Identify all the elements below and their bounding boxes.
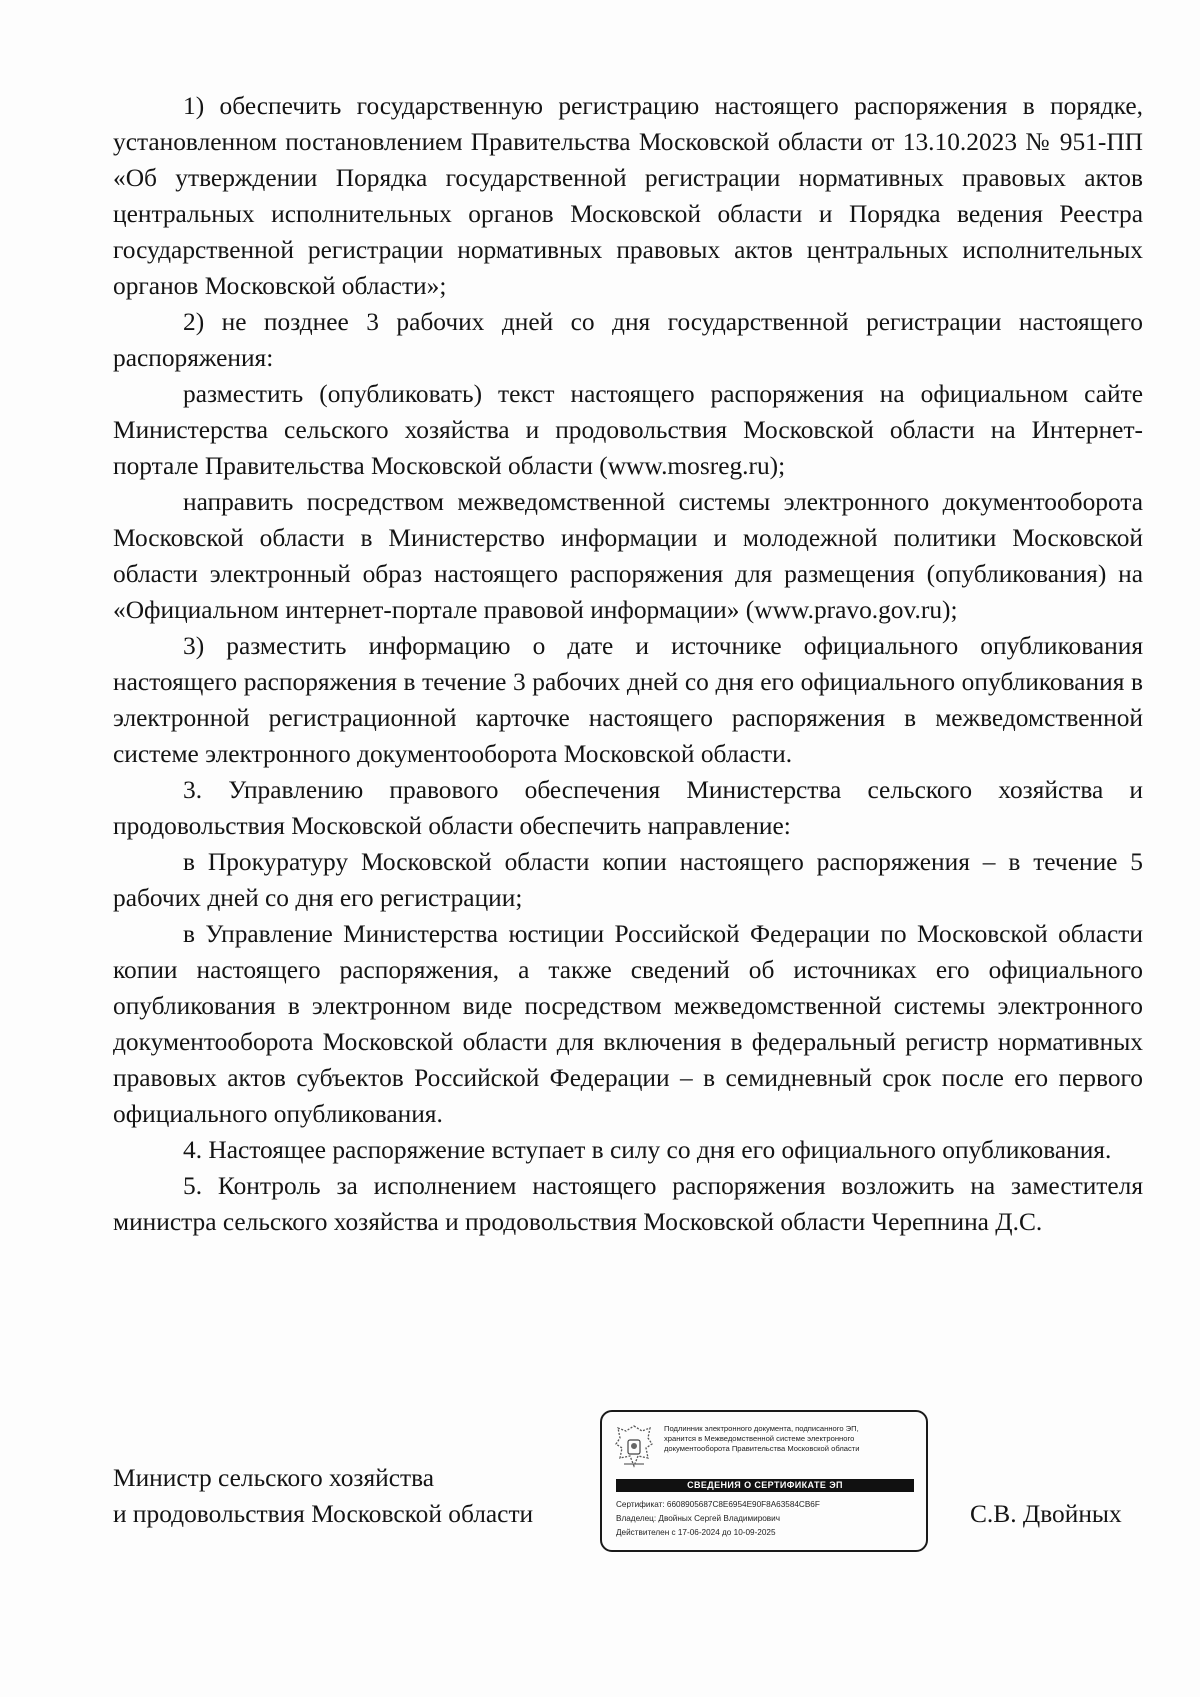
paragraph-9: 4. Настоящее распоряжение вступает в силу со дня его официального опубликования. xyxy=(183,1136,1112,1164)
paragraph-6: 3. Управлению правового обеспечения Министерства сельского хозяйства и продовольствия Московской области обеспечить направление: xyxy=(113,776,1143,840)
stamp-certificate: Сертификат: 6608905687C8E6954E90F8A63584CB6F xyxy=(616,1500,820,1509)
electronic-signature-stamp xyxy=(600,1410,928,1552)
stamp-owner: Владелец: Двойных Сергей Владимирович xyxy=(616,1514,780,1523)
paragraph-10: 5. Контроль за исполнением настоящего распоряжения возложить на заместителя министра сельского хозяйства и продовольствия Московской области Черепнина Д.С. xyxy=(113,1172,1143,1236)
signatory-title-line-1: Министр сельского хозяйства xyxy=(113,1464,435,1492)
stamp-notice-line-1: Подлинник электронного документа, подписанного ЭП, xyxy=(664,1424,859,1433)
stamp-notice xyxy=(664,1424,922,1454)
paragraph-1: 1) обеспечить государственную регистрацию настоящего распоряжения в порядке, установленном постановлением Правительства Московской области от 13.10.2023 № 951-ПП «Об утверждении Порядка государственной регистрации нормативных правовых актов центральных исполнительных органов Московской области и Порядка ведения Реестра государственной регистрации нормативных правовых актов центральных исполнительных органов Московской области»; xyxy=(113,92,1143,300)
paragraph-7: в Прокуратуру Московской области копии настоящего распоряжения – в течение 5 рабочих дней со дня его регистрации; xyxy=(113,848,1143,912)
paragraph-3: разместить (опубликовать) текст настоящего распоряжения на официальном сайте Министерства сельского хозяйства и продовольствия Московской области на Интернет-портале Правительства Московской области (www.mosreg.ru); xyxy=(113,380,1143,480)
paragraph-4: направить посредством межведомственной системы электронного документооборота Московской области в Министерство информации и молодежной политики Московской области электронный образ настоящего распоряжения для размещения (опубликования) на «Официальном интернет-портале правовой информации» (www.pravo.gov.ru); xyxy=(113,488,1143,624)
paragraph-8: в Управление Министерства юстиции Российской Федерации по Московской области копии настоящего распоряжения, а также сведений об источниках его официального опубликования в электронном виде посредством межведомственной системы электронного документооборота Московской области для включения в федеральный регистр нормативных правовых актов субъектов Российской Федерации – в семидневный срок после его первого официального опубликования. xyxy=(113,920,1143,1128)
stamp-header: СВЕДЕНИЯ О СЕРТИФИКАТЕ ЭП xyxy=(616,1479,914,1492)
signatory-title-line-2: и продовольствия Московской области xyxy=(113,1500,534,1528)
moscow-oblast-emblem-icon xyxy=(612,1422,656,1472)
paragraph-5: 3) разместить информацию о дате и источнике официального опубликования настоящего распоряжения в течение 3 рабочих дней со дня его официального опубликования в электронной регистрационной карточке настоящего распоряжения в межведомственной системе электронного документооборота Московской области. xyxy=(113,632,1143,768)
stamp-validity: Действителен с 17-06-2024 до 10-09-2025 xyxy=(616,1528,776,1537)
signatory-title xyxy=(113,1460,533,1532)
document-body xyxy=(113,88,1143,1240)
stamp-notice-line-3: документооборота Правительства Московской области xyxy=(664,1444,860,1453)
stamp-details xyxy=(616,1498,916,1540)
stamp-notice-line-2: хранится в Межведомственной системе электронного xyxy=(664,1434,855,1443)
signatory-name: С.В. Двойных xyxy=(970,1500,1122,1528)
paragraph-2: 2) не позднее 3 рабочих дней со дня государственной регистрации настоящего распоряжения: xyxy=(113,308,1143,372)
